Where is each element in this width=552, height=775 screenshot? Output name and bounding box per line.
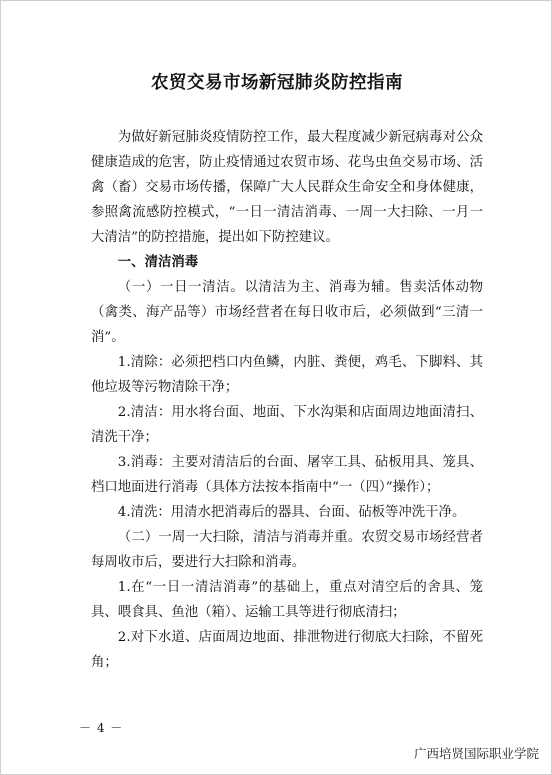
paragraph-weekly-item-1: 1.在“一日一清洁消毒”的基础上，重点对清空后的舍具、笼具、喂食具、鱼池（箱）、运输工具等进行彻底清扫； xyxy=(91,580,483,620)
intro-paragraph: 为做好新冠肺炎疫情防控工作，最大程度减少新冠病毒对公众健康造成的危害，防止疫情通过农贸市场、花鸟虫鱼交易市场、活禽（畜）交易市场传播，保障广大人民群众生命安全和身体健康，参照禽流感防控模式，“一日一清洁消毒、一周一大扫除、一月一大清洁”的防控措施，提出如下防控建议。 xyxy=(91,130,483,245)
paragraph-item-4: 4.清洗：用清水把消毒后的器具、台面、砧板等冲洗干净。 xyxy=(117,505,466,520)
paragraph-daily-cleaning: （一）一日一清洁。以清洁为主、消毒为辅。售卖活体动物（禽类、海产品等）市场经营者在每日收市后，必须做到“三清一消”。 xyxy=(91,280,483,345)
watermark-text: 广西培贤国际职业学院 xyxy=(413,746,539,761)
paragraph-item-3: 3.消毒：主要对清洁后的台面、屠宰工具、砧板用具、笼具、档口地面进行消毒（具体方法按本指南中“一（四）”操作）； xyxy=(91,455,483,495)
page-number: － 4 － xyxy=(79,721,124,735)
document-body xyxy=(91,125,483,675)
document-title: 农贸交易市场新冠肺炎防控指南 xyxy=(151,73,403,93)
paragraph-weekly-cleaning: （二）一周一大扫除，清洁与消毒并重。农贸交易市场经营者每周收市后，要进行大扫除和消毒。 xyxy=(91,530,483,570)
paragraph-item-2: 2.清洁：用水将台面、地面、下水沟渠和店面周边地面清扫、清洗干净； xyxy=(91,405,483,445)
section-heading: 一、清洁消毒 xyxy=(117,254,199,270)
paragraph-weekly-item-2: 2.对下水道、店面周边地面、排泄物进行彻底大扫除，不留死角； xyxy=(91,630,483,670)
paragraph-item-1: 1.清除：必须把档口内鱼鳞，内脏、粪便，鸡毛、下脚料、其他垃圾等污物清除干净； xyxy=(91,355,483,395)
